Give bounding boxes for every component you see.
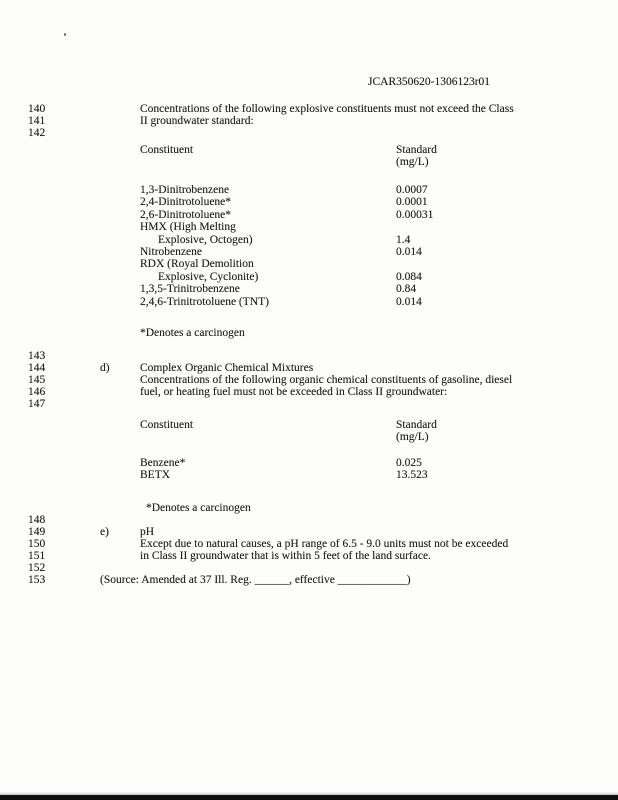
table-row — [0, 469, 618, 481]
table-row — [0, 258, 618, 270]
constituent-value: 0.0001 — [396, 196, 428, 209]
line-number: 151 — [28, 550, 46, 562]
paragraph-line: Except due to natural causes, a pH range of 6.5 - 9.0 units must not be exceeded — [140, 538, 509, 550]
subsection-title: pH — [140, 526, 155, 538]
table-header-constituent: Constituent — [140, 419, 194, 431]
table-row — [0, 296, 618, 308]
constituent-name: RDX (Royal Demolition — [140, 258, 254, 271]
constituent-value: 0.025 — [396, 457, 422, 469]
carcinogen-footnote: *Denotes a carcinogen — [140, 327, 245, 339]
constituent-name: 2,4,6-Trinitrotoluene (TNT) — [140, 295, 269, 308]
line-number: 140 — [28, 103, 46, 115]
line-number: 148 — [28, 514, 46, 526]
line-number: 142 — [28, 127, 46, 139]
paragraph-line: fuel, or heating fuel must not be exceeded in Class II groundwater: — [140, 386, 448, 398]
line-number: 152 — [28, 562, 46, 574]
paragraph-line: in Class II groundwater that is within 5 feet of the land surface. — [140, 550, 431, 562]
table-row — [0, 196, 618, 208]
table-row — [0, 271, 618, 283]
line-number: 149 — [28, 526, 46, 538]
table-row — [0, 283, 618, 295]
table-row — [0, 234, 618, 246]
constituent-value: 0.00031 — [396, 208, 434, 221]
table-header-standard: Standard — [396, 144, 437, 156]
constituent-name: BETX — [140, 469, 171, 482]
line-number: 146 — [28, 386, 46, 398]
line-number: 141 — [28, 115, 46, 127]
constituent-value: 0.084 — [396, 270, 422, 283]
constituent-value: 0.014 — [396, 245, 422, 258]
constituent-name: HMX (High Melting — [140, 221, 236, 234]
table-row — [0, 246, 618, 258]
constituent-name: Benzene* — [140, 457, 186, 469]
table-header-standard: Standard — [396, 419, 437, 431]
organic-mixtures-table — [0, 457, 618, 482]
line-number: 147 — [28, 398, 46, 410]
subsection-title: Complex Organic Chemical Mixtures — [140, 362, 314, 374]
source-line: (Source: Amended at 37 Ill. Reg. ______, effective ____________) — [100, 574, 411, 586]
line-number: 144 — [28, 362, 46, 374]
constituent-name: Nitrobenzene — [140, 245, 202, 258]
constituent-value: 0.84 — [396, 283, 417, 296]
table-row — [0, 457, 618, 469]
table-header-constituent: Constituent — [140, 144, 194, 156]
carcinogen-footnote: *Denotes a carcinogen — [146, 502, 251, 514]
constituent-value: 0.0007 — [396, 184, 428, 196]
scan-speck — [64, 33, 66, 36]
table-row — [0, 184, 618, 196]
constituent-name: Explosive, Cyclonite) — [158, 270, 259, 283]
constituent-value: 1.4 — [396, 233, 411, 246]
table-row — [0, 209, 618, 221]
line-number: 143 — [28, 350, 46, 362]
paragraph-line: II groundwater standard: — [140, 115, 254, 127]
subsection-letter-d: d) — [100, 362, 110, 374]
table-row — [0, 221, 618, 233]
constituent-value: 13.523 — [396, 469, 428, 482]
constituent-value: 0.014 — [396, 295, 422, 308]
table-header-unit: (mg/L) — [396, 156, 429, 168]
paragraph-line: Concentrations of the following organic chemical constituents of gasoline, diesel — [140, 374, 513, 386]
table-header-unit: (mg/L) — [396, 431, 429, 443]
subsection-letter-e: e) — [100, 526, 109, 538]
constituent-name: 2,6-Dinitrotoluene* — [140, 208, 232, 221]
document-id: JCAR350620-1306123r01 — [368, 76, 491, 88]
line-number: 153 — [28, 574, 46, 586]
constituent-name: Explosive, Octogen) — [158, 233, 253, 246]
constituent-name: 1,3-Dinitrobenzene — [140, 184, 230, 196]
line-number: 150 — [28, 538, 46, 550]
line-number: 145 — [28, 374, 46, 386]
constituent-name: 2,4-Dinitrotoluene* — [140, 196, 232, 209]
paragraph-line: Concentrations of the following explosive constituents must not exceed the Class — [140, 103, 514, 115]
constituent-name: 1,3,5-Trinitrobenzene — [140, 283, 240, 296]
scan-edge-bar — [0, 795, 618, 800]
explosives-table — [0, 184, 618, 308]
